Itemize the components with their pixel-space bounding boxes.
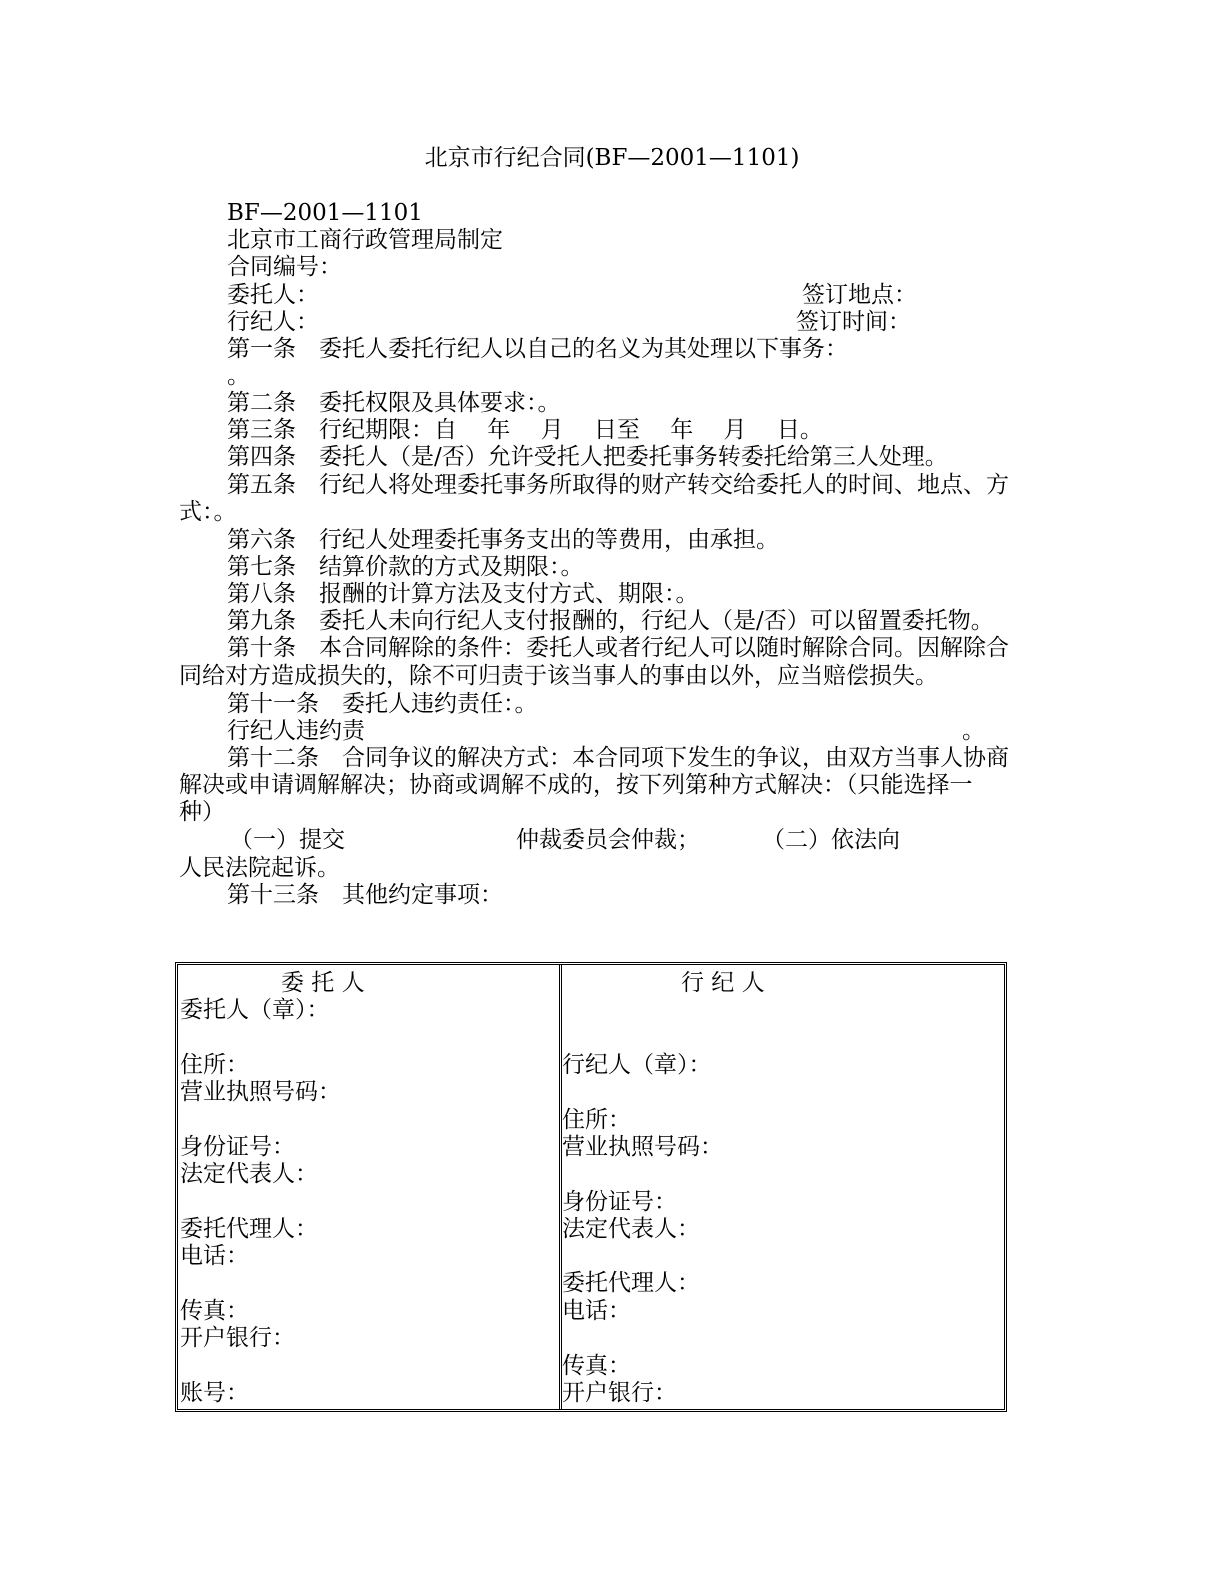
article-4: 第四条 委托人（是/否）允许受托人把委托事务转委托给第三人处理。 [227, 444, 948, 470]
principal-account-label: 账号： [180, 1380, 249, 1406]
contract-number-label: 合同编号： [227, 254, 342, 280]
article-6: 第六条 行纪人处理委托事务支出的等费用，由承担。 [227, 527, 779, 553]
broker-id-label: 身份证号： [562, 1189, 677, 1215]
broker-agent-label: 委托代理人： [562, 1270, 700, 1296]
broker-address-label: 住所： [562, 1107, 631, 1133]
article-12-option1-end: 仲裁委员会仲裁； [516, 827, 700, 853]
article-11: 第十一条 委托人违约责任：。 [227, 691, 538, 717]
article-12-option1: （一）提交 [230, 827, 345, 853]
article-8: 第八条 报酬的计算方法及支付方式、期限：。 [227, 581, 699, 607]
article-11-broker-end: 。 [962, 718, 985, 744]
article-5-line2: 式：。 [179, 499, 237, 525]
principal-license-label: 营业执照号码： [180, 1079, 341, 1105]
signature-table [175, 962, 1007, 1412]
broker-column-header: 行 纪 人 [681, 970, 765, 996]
article-3: 第三条 行纪期限：自 年 月 日至 年 月 日。 [227, 417, 823, 443]
article-12-line3: 种） [179, 799, 225, 825]
principal-bank-label: 开户银行： [180, 1325, 295, 1351]
principal-seal-label: 委托人（章）： [180, 997, 330, 1023]
article-10-line2: 同给对方造成损失的，除不可归责于该当事人的事由以外，应当赔偿损失。 [179, 663, 938, 689]
broker-fax-label: 传真： [562, 1353, 631, 1379]
article-12-line5: 人民法院起诉。 [179, 855, 340, 881]
article-2: 第二条 委托权限及具体要求：。 [227, 390, 561, 416]
broker-seal-label: 行纪人（章）： [562, 1052, 712, 1078]
article-5-line1: 第五条 行纪人将处理委托事务所取得的财产转交给委托人的时间、地点、方 [227, 472, 1009, 498]
broker-license-label: 营业执照号码： [562, 1134, 723, 1160]
article-13: 第十三条 其他约定事项： [227, 882, 503, 908]
broker-bank-label: 开户银行： [562, 1380, 677, 1406]
article-9: 第九条 委托人未向行纪人支付报酬的，行纪人（是/否）可以留置委托物。 [227, 608, 994, 634]
article-11-broker: 行纪人违约责 [227, 718, 365, 744]
principal-label: 委托人： [227, 282, 319, 308]
broker-label: 行纪人： [227, 309, 319, 335]
sign-place-label: 签订地点： [802, 282, 917, 308]
table-divider [559, 965, 562, 1409]
article-1-cont: 。 [227, 363, 250, 389]
article-12-line1: 第十二条 合同争议的解决方式：本合同项下发生的争议，由双方当事人协商 [227, 745, 1009, 771]
principal-column-header: 委 托 人 [281, 970, 365, 996]
principal-agent-label: 委托代理人： [180, 1216, 318, 1242]
article-12-line2: 解决或申请调解解决；协商或调解不成的，按下列第种方式解决：（只能选择一 [179, 772, 973, 798]
principal-address-label: 住所： [180, 1052, 249, 1078]
form-code: BF—2001—1101 [227, 200, 423, 226]
article-12-option2: （二）依法向 [762, 827, 900, 853]
principal-phone-label: 电话： [180, 1243, 249, 1269]
article-1: 第一条 委托人委托行纪人以自己的名义为其处理以下事务： [227, 336, 848, 362]
principal-id-label: 身份证号： [180, 1134, 295, 1160]
article-7: 第七条 结算价款的方式及期限：。 [227, 554, 584, 580]
broker-rep-label: 法定代表人： [562, 1216, 700, 1242]
broker-phone-label: 电话： [562, 1298, 631, 1324]
principal-rep-label: 法定代表人： [180, 1161, 318, 1187]
document-title: 北京市行纪合同(BF—2001—1101) [424, 145, 800, 171]
issuer: 北京市工商行政管理局制定 [227, 227, 503, 253]
sign-time-label: 签订时间： [796, 309, 911, 335]
principal-fax-label: 传真： [180, 1298, 249, 1324]
article-10-line1: 第十条 本合同解除的条件：委托人或者行纪人可以随时解除合同。因解除合 [227, 635, 1009, 661]
